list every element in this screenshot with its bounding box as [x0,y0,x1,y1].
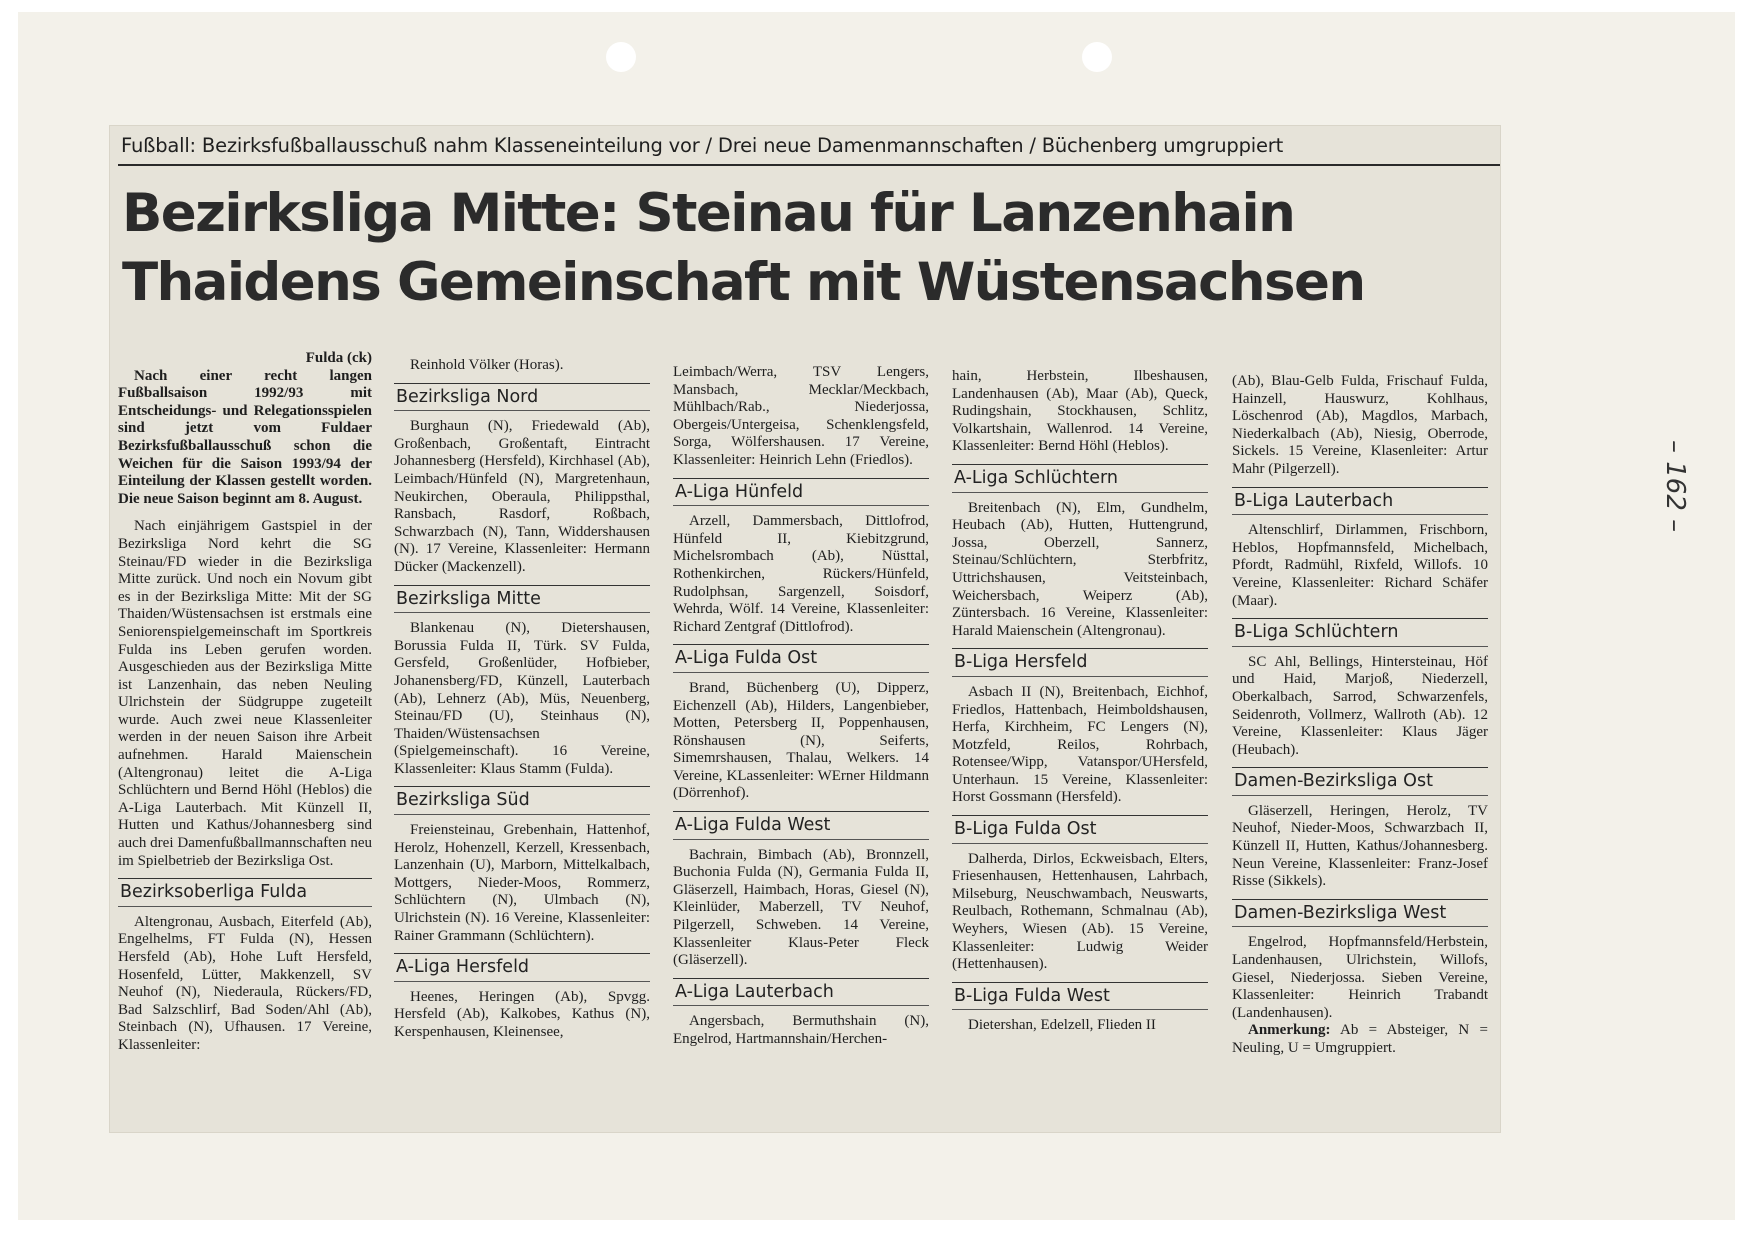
carry-over-text: (Ab), Blau-Gelb Fulda, Frischauf Fulda, Hainzell, Hauswurz, Kohlhaus, Löschenrod (Ab), Magdlos, Marbach, Niederkalbach (Ab), Niesig, Oberrode, Sickels. 15 Vereine, Klasenleiter: Artur Mahr (Pilgerzell). [1232,373,1488,477]
section-body: Blankenau (N), Dietershausen, Borussia Fulda II, Türk. SV Fulda, Gersfeld, Großenlüder, Hofbieber, Johanensberg/FD, Künzell, Lauterbach (Ab), Lehnerz (Ab), Müs, Neuenberg, Steinau/FD (U), Steinhaus (N), Thaiden/Wüstensachsen (Spielgemeinschaft). 16 Vereine, Klassenleiter: Klaus Stamm (Fulda). [394,620,650,777]
section-title: A-Liga Lauterbach [673,978,929,1007]
section-body: Gläserzell, Heringen, Herolz, TV Neuhof, Nieder-Moos, Schwarzbach II, Künzell II, Hutten, Kathus/Johannesberg. Neun Vereine, Klassenleiter: Franz-Josef Risse (Sikkels). [1232,802,1488,890]
carry-over-text: Leimbach/Werra, TSV Lengers, Mansbach, Mecklar/Meckbach, Mühlbach/Rab., Niederjossa, Obergeis/Untergeisa, Schenklengsfeld, Sorga, Wölfershausen. 17 Vereine, Klassenleiter: Heinrich Lehn (Friedlos). [673,364,929,468]
section-body: Angersbach, Bermuthshain (N), Engelrod, Hartmannshain/Herchen- [673,1013,929,1047]
section-title: A-Liga Fulda West [673,811,929,840]
column-5 [1232,373,1488,1058]
section-b-liga-lauterbach [1232,487,1488,611]
section-b-liga-schluechtern [1232,618,1488,759]
section-a-liga-lauterbach [673,978,929,1049]
section-a-liga-huenfeld [673,478,929,637]
section-damen-bezirksliga-west [1232,899,1488,1023]
section-title: Damen-Bezirksliga Ost [1232,767,1488,796]
section-body: Arzell, Dammersbach, Dittlofrod, Hünfeld II, Kiebitzgrund, Michelsrombach (Ab), Nüsttal, Rothenkirchen, Rückers/Hünfeld, Rudolphsan, Sargenzell, Soisdorf, Wehrda, Wölf. 14 Vereine, Klassenleiter: Richard Zentgraf (Dittlofrod). [673,513,929,635]
section-body: Burghaun (N), Friedewald (Ab), Großenbach, Großentaft, Eintracht Johannesberg (Hersfeld), Kirchhasel (Ab), Leimbach/Hünfeld (N), Margretenhaun, Neukirchen, Oberaula, Philippsthal, Ransbach, Rasdorf, Roßbach, Schwarzbach (N), Tann, Widdershausen (N). 17 Vereine, Klassenleiter: Hermann Dücker (Mackenzell). [394,418,650,575]
section-body: SC Ahl, Bellings, Hintersteinau, Höf und Haid, Marjoß, Niederzell, Oberkalbach, Sarrod, Schwarzenfels, Seidenroth, Vollmerz, Wallroth (Ab). 12 Vereine, Klassenleiter: Klaus Jäger (Heubach). [1232,653,1488,758]
handwritten-page-number: – 162 – [1660,440,1690,533]
section-body: Brand, Büchenberg (U), Dipperz, Eichenzell (Ab), Hilders, Langenbieber, Motten, Petersberg II, Poppenhausen, Rönshausen (N), Seiferts, Simemrshausen, Thalau, Welkers. 14 Vereine, KLassenleiter: WErner Hildmann (Dörrenhof). [673,679,929,802]
headline-line-1: Bezirksliga Mitte: Steinau für Lanzenhain [122,183,1295,244]
footnote-label: Anmerkung: [1248,1022,1331,1039]
section-title: Bezirksoberliga Fulda [118,878,372,907]
section-a-liga-hersfeld [394,953,650,1041]
section-damen-bezirksliga-ost [1232,767,1488,891]
section-a-liga-fulda-ost [673,644,929,803]
section-title: A-Liga Fulda Ost [673,644,929,673]
section-title: Damen-Bezirksliga West [1232,899,1488,928]
section-bezirksliga-nord [394,383,650,577]
punch-hole-right [1082,42,1112,72]
section-title: Bezirksliga Nord [394,383,650,412]
carry-over-text: hain, Herbstein, Ilbeshausen, Landenhausen (Ab), Maar (Ab), Queck, Rudingshain, Stockhausen, Schlitz, Volkartshain, Wallenrod. 14 Vereine, Klassenleiter: Bernd Höhl (Heblos). [952,368,1208,455]
carry-over-text: Reinhold Völker (Horas). [410,357,564,373]
section-title: B-Liga Lauterbach [1232,487,1488,516]
column-2 [394,357,650,1042]
section-title: A-Liga Schlüchtern [952,464,1208,493]
section-a-liga-schluechtern [952,464,1208,640]
section-b-liga-fulda-ost [952,815,1208,974]
section-title: B-Liga Fulda West [952,982,1208,1011]
dateline: Fulda (ck) [305,350,372,366]
section-b-liga-hersfeld [952,648,1208,807]
column-3 [673,364,929,1049]
section-a-liga-fulda-west [673,811,929,970]
section-bezirksliga-sued [394,786,650,945]
section-body: Freiensteinau, Grebenhain, Hattenhof, Herolz, Hohenzell, Kerzell, Kressenbach, Lanzenhain (U), Marborn, Mittelkalbach, Mottgers, Nieder-Moos, Rommerz, Schlüchtern (N), Ulmbach (N), Ulrichstein (N). 16 Vereine, Klassenleiter: Rainer Grammann (Schlüchtern). [394,822,650,944]
section-body: Altenschlirf, Dirlammen, Frischborn, Heblos, Hopfmannsfeld, Michelbach, Pfordt, Radmühl, Rixfeld, Willofs. 10 Vereine, Klassenleiter: Richard Schäfer (Maar). [1232,522,1488,609]
section-bezirksoberliga-fulda [118,878,372,1054]
section-body: Dalherda, Dirlos, Eckweisbach, Elters, Friesenhausen, Hettenhausen, Lahrbach, Milseburg, Neuschwambach, Neuswarts, Reulbach, Rothemann, Schmalnau (Ab), Weyhers, Wiesen (Ab). 15 Vereine, Klassenleiter: Ludwig Weider (Hettenhausen). [952,850,1208,973]
section-title: Bezirksliga Mitte [394,585,650,614]
kicker-line: Fußball: Bezirksfußballausschuß nahm Klasseneinteilung vor / Drei neue Damenmannschaften / Büchenberg umgruppiert [121,134,1284,157]
section-body: Dietershan, Edelzell, Flieden II [968,1017,1156,1034]
headline-line-2: Thaidens Gemeinschaft mit Wüstensachsen [122,252,1365,313]
section-title: A-Liga Hersfeld [394,953,650,982]
column-4 [952,368,1208,1035]
section-body: Heenes, Heringen (Ab), Spvgg. Hersfeld (Ab), Kalkobes, Kathus (N), Kerspenhausen, Kleinensee, [394,988,650,1040]
section-title: B-Liga Fulda Ost [952,815,1208,844]
section-body: Engelrod, Hopfmannsfeld/Herbstein, Landenhausen, Ulrichstein, Willofs, Giesel, Niederjossa. Sieben Vereine, Klassenleiter: Heinrich Trabandt (Landenhausen). [1232,934,1488,1021]
section-title: Bezirksliga Süd [394,786,650,815]
section-body: Asbach II (N), Breitenbach, Eichhof, Friedlos, Hattenbach, Heimboldshausen, Herfa, Kirchheim, FC Lengers (N), Motzfeld, Reilos, Rohrbach, Rotensee/Wipp, Vatanspor/UHersfeld, Unterhaun. 15 Vereine, Klassenleiter: Horst Gossmann (Hersfeld). [952,683,1208,806]
section-title: B-Liga Schlüchtern [1232,618,1488,647]
section-body: Bachrain, Bimbach (Ab), Bronnzell, Buchonia Fulda (N), Germania Fulda II, Gläserzell, Haimbach, Horas, Giesel (N), Kleinlüder, Maberzell, TV Neuhof, Pilgerzell, Schweben. 14 Vereine, Klassenleiter Klaus-Peter Fleck (Gläserzell). [673,846,929,969]
punch-hole-left [606,42,636,72]
footnote [1232,1022,1488,1057]
section-title: A-Liga Hünfeld [673,478,929,507]
section-body: Breitenbach (N), Elm, Gundhelm, Heubach (Ab), Hutten, Huttengrund, Jossa, Oberzell, Sannerz, Steinau/Schlüchtern, Sterbfritz, Uttrichshausen, Veitsteinbach, Weichersbach, Weiperz (Ab), Züntersbach. 16 Vereine, Klassenleiter: Harald Maienschein (Altengronau). [952,499,1208,639]
lead-paragraph: Nach einer recht langen Fußballsaison 1992/93 mit Entscheidungs- und Relegationsspielen sind jetzt vom Fuldaer Bezirksfußballausschuß schon die Weichen für die Saison 1993/94 der Einteilung der Klassen gestellt worden. Die neue Saison beginnt am 8. August. [118,367,372,507]
section-title: B-Liga Hersfeld [952,648,1208,677]
section-bezirksliga-mitte [394,585,650,779]
body-paragraph: Nach einjährigem Gastspiel in der Bezirksliga Nord kehrt die SG Steinau/FD wieder in die Bezirksliga Mitte zurück. Und noch ein Novum gibt es in der Bezirksliga Mitte: Mit der SG Thaiden/Wüstensachsen ist erstmals eine Seniorenspielgemeinschaft im Sportkreis Fulda ins Leben gerufen worden. Ausgeschieden aus der Bezirksliga Mitte ist Lanzenhain, das neben Neuling Ulrichstein der Südgruppe zugeteilt wurde. Auch zwei neue Klassenleiter werden in der neuen Saison ihre Arbeit aufnehmen. Harald Maienschein (Altengronau) leitet die A-Liga Schlüchtern und Bernd Höhl (Heblos) die A-Liga Lauterbach. Mit Künzell II, Hutten und Kathus/Johannesberg sind auch drei Damenfußballmannschaften neu im Spielbetrieb der Bezirksliga Ost. [118,518,372,869]
column-1 [118,350,372,1055]
footnote-text: Ab = Absteiger, N = Neuling, U = Umgruppiert. [1232,1022,1488,1056]
section-b-liga-fulda-west [952,982,1208,1035]
section-body: Altengronau, Ausbach, Eiterfeld (Ab), Engelhelms, FT Fulda (N), Hessen Hersfeld (Ab), Hohe Luft Hersfeld, Hosenfeld, Lütter, Makkenzell, SV Neuhof (N), Niederaula, Rückers/FD, Bad Salzschlirf, Bad Soden/Ahl (Ab), Steinbach (N), Ufhausen. 17 Vereine, Klassenleiter: [118,913,372,1053]
kicker-rule [118,164,1500,166]
